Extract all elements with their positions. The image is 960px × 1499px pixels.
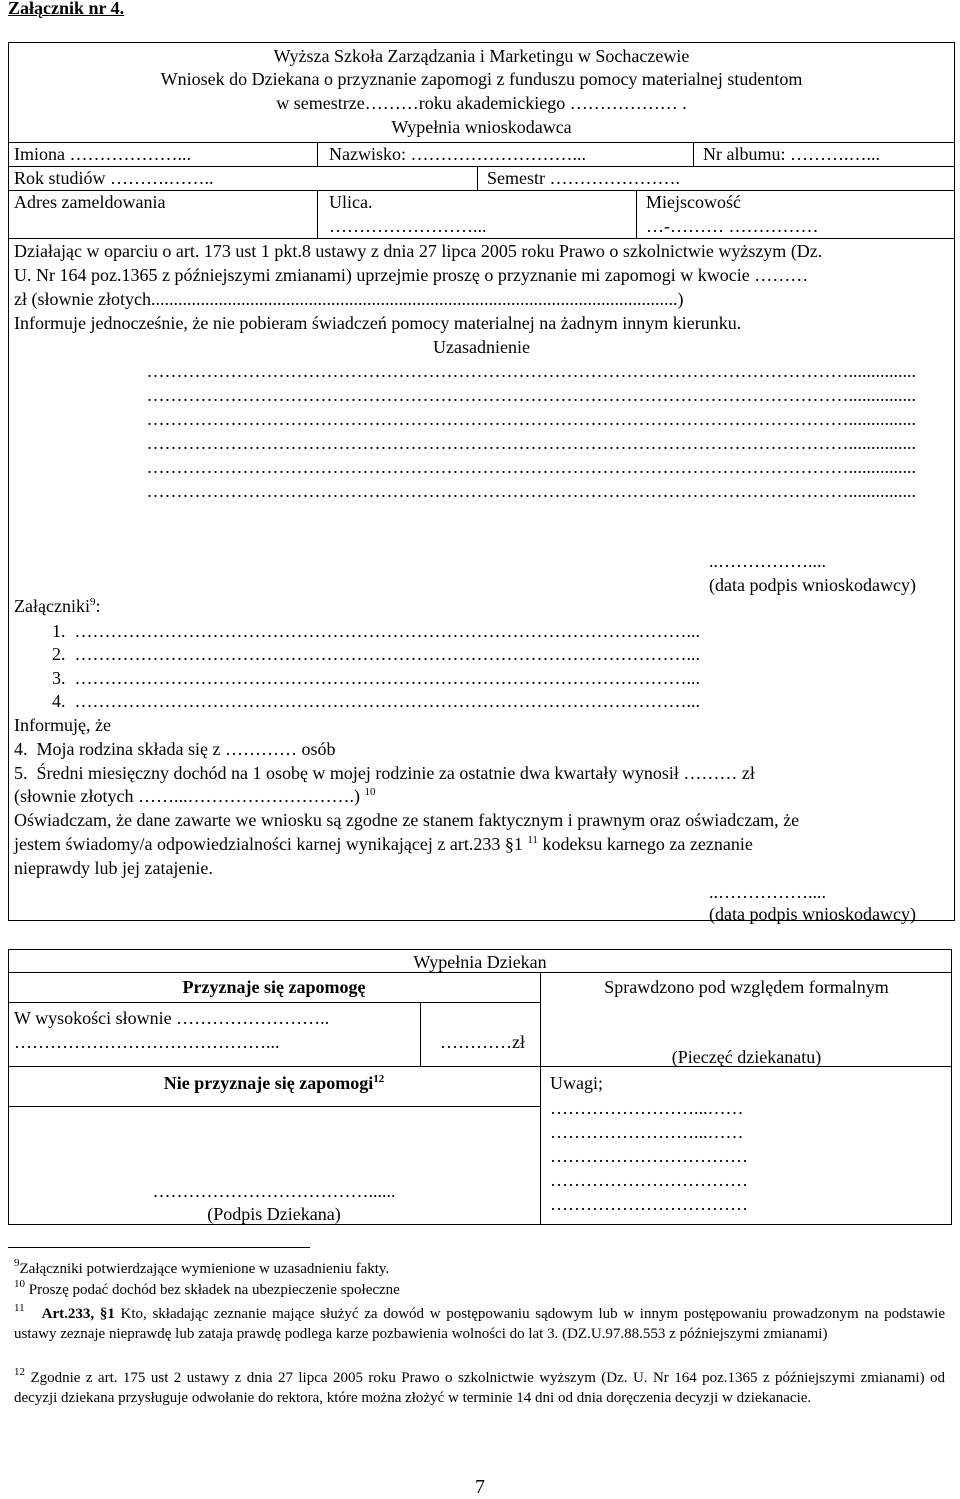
semester-line[interactable]: w semestrze………roku akademickiego ……………… . — [276, 93, 687, 113]
signature-label: (data podpis wnioskodawcy) — [709, 575, 916, 595]
dean-grid-line — [420, 1002, 421, 1066]
grid-line — [8, 166, 955, 167]
informuje-heading: Informuję, że — [14, 715, 111, 735]
dean-grid-line — [8, 1106, 541, 1107]
semestr-field[interactable]: Semestr …………………. — [487, 168, 680, 188]
attachment-item-4[interactable]: 4. …………………………………………………………………………………………... — [52, 691, 700, 711]
remarks-line[interactable]: ……………………...…… — [550, 1122, 744, 1142]
footnote-10: $^{10}$ Proszę podać dochód bez składek na ubezpieczenie społeczne — [14, 1278, 400, 1298]
grid-line — [8, 238, 955, 239]
remarks-label: Uwagi; — [550, 1073, 603, 1093]
amount-zl-field[interactable]: …………zł — [440, 1032, 525, 1052]
adres-label: Adres zameldowania — [14, 192, 166, 212]
uzasadnienie-heading: Uzasadnienie — [433, 337, 530, 357]
signature2-label: (data podpis wnioskodawcy) — [709, 904, 916, 924]
dean-signature-label: (Podpis Dziekana) — [207, 1204, 341, 1224]
uzasadnienie-line[interactable]: ………………………………………………………………………………………………………............... — [146, 433, 916, 453]
footnote-11: $^{11}$ Art.233, §1 Kto, składając zeznanie mające służyć za dowód w postępowaniu sądowym lub w innym postępowaniu prowadzonym na podstawie ustawy zeznaje nieprawdę lub zataja prawdę podlega karze pozbawienia wolności do lat 3. (DZ.U.97.88.553 z późniejszymi zmianami) — [14, 1302, 945, 1342]
grid-line — [317, 190, 318, 238]
amount-dots-field[interactable]: ……………………………………... — [14, 1032, 280, 1052]
imiona-field[interactable]: Imiona ………………... — [14, 144, 191, 164]
body-line-4: Informuje jednocześnie, że nie pobieram świadczeń pomocy materialnej na żadnym innym kierunku. — [14, 313, 742, 333]
dean-grid-line — [540, 972, 541, 1225]
dean-grid-line — [8, 972, 952, 973]
uzasadnienie-line[interactable]: ………………………………………………………………………………………………………............... — [146, 361, 916, 381]
deny-heading: Nie przyznaje się zapomogi$^{12}$ — [163, 1073, 385, 1093]
amount-words-field[interactable]: W wysokości słownie …………………….. — [14, 1008, 330, 1028]
declaration-line-1: Oświadczam, że dane zawarte we wniosku są zgodne ze stanem faktycznym i prawnym oraz oświadczam, że — [14, 810, 800, 830]
rok-studiow-field[interactable]: Rok studiów ……….…….. — [14, 168, 214, 188]
grid-line — [693, 142, 694, 166]
body-line-2[interactable]: U. Nr 164 poz.1365 z późniejszymi zmianami) uprzejmie proszę o przyznanie mi zapomogi w kwocie ……… — [14, 265, 809, 285]
school-name: Wyższa Szkoła Zarządzania i Marketingu w Sochaczewie — [273, 46, 690, 66]
remarks-line[interactable]: ……………………...…… — [550, 1098, 744, 1118]
footnote-separator — [8, 1247, 310, 1248]
miejscowosc-label: Miejscowość — [646, 192, 741, 212]
signature2-dots[interactable]: ..…………….... — [709, 882, 826, 902]
dean-border-bottom — [8, 1224, 952, 1225]
grid-line — [317, 142, 318, 166]
body-line-3[interactable]: zł (słownie złotych.....................................................................................................................) — [14, 289, 684, 309]
body-line-1: Działając w oparciu o art. 173 ust 1 pkt.8 ustawy z dnia 27 lipca 2005 roku Prawo o szkolnictwie wyższym (Dz. — [14, 241, 823, 261]
uzasadnienie-line[interactable]: ………………………………………………………………………………………………………............... — [146, 409, 916, 429]
declaration-line-3: nieprawdy lub jej zatajenie. — [14, 858, 213, 878]
form-border-left — [8, 42, 9, 921]
grid-line — [8, 142, 955, 143]
attachment-item-1[interactable]: 1. …………………………………………………………………………………………... — [52, 621, 700, 641]
attachments-heading: Załączniki$^9$: — [14, 596, 101, 616]
footnote-9: $^9$Załączniki potwierdzające wymienione w uzasadnieniu fakty. — [14, 1257, 390, 1277]
page-number: 7 — [475, 1476, 485, 1498]
grid-line — [8, 190, 955, 191]
dean-border-top — [8, 949, 952, 950]
grid-line — [636, 190, 637, 238]
income-words-field[interactable]: (słownie złotych ……...……………………….) $^{10}$ — [14, 786, 376, 806]
ulica-field[interactable]: ……………………... — [329, 216, 487, 236]
nazwisko-field[interactable]: Nazwisko: ………………………... — [329, 144, 586, 164]
dean-section-heading: Wypełnia Dziekan — [413, 952, 547, 972]
applicant-section-heading: Wypełnia wnioskodawca — [391, 117, 572, 137]
uzasadnienie-line[interactable]: ………………………………………………………………………………………………………............... — [146, 385, 916, 405]
uzasadnienie-line[interactable]: ………………………………………………………………………………………………………............... — [146, 481, 916, 501]
dean-signature-dots[interactable]: ………………………………...... — [152, 1181, 396, 1201]
remarks-line[interactable]: …………………………… — [550, 1170, 748, 1190]
attachment-item-3[interactable]: 3. …………………………………………………………………………………………... — [52, 668, 700, 688]
request-title: Wniosek do Dziekana o przyznanie zapomogi z funduszu pomocy materialnej studentom — [160, 69, 803, 89]
ulica-label: Ulica. — [329, 192, 373, 212]
uzasadnienie-line[interactable]: ………………………………………………………………………………………………………............... — [146, 457, 916, 477]
attachment-item-2[interactable]: 2. …………………………………………………………………………………………... — [52, 644, 700, 664]
dean-grid-line — [8, 1002, 541, 1003]
form-border-top — [8, 42, 955, 43]
grant-heading: Przyznaje się zapomogę — [182, 977, 366, 997]
stamp-label: (Pieczęć dziekanatu) — [671, 1047, 822, 1067]
grid-line — [477, 166, 478, 190]
info-item-family[interactable]: 4. Moja rodzina składa się z ………… osób — [14, 739, 336, 759]
declaration-line-2: jestem świadomy/a odpowiedzialności karnej wynikającej z art.233 §1 $^{11}$ kodeksu karnego za zeznanie — [14, 834, 753, 854]
signature-dots[interactable]: ..…………….... — [709, 551, 826, 571]
footnote-12: $^{12}$ Zgodnie z art. 175 ust 2 ustawy z dnia 27 lipca 2005 roku Prawo o szkolnictwie wyższym (Dz. U. Nr 164 poz.1365 z późniejszymi zmianami) od decyzji dziekana przysługuje odwołanie do rektora, które można złożyć w terminie 14 dni od dnia doręczenia decyzji w dziekanacie. — [14, 1366, 946, 1406]
info-item-income[interactable]: 5. Średni miesięczny dochód na 1 osobę w mojej rodzinie za ostatnie dwa kwartały wynosił ……… zł — [14, 763, 755, 783]
remarks-line[interactable]: …………………………… — [550, 1194, 748, 1214]
nr-albumu-field[interactable]: Nr albumu: ……….…... — [703, 144, 880, 164]
formal-check-label: Sprawdzono pod względem formalnym — [604, 977, 889, 997]
miejscowosc-field[interactable]: …-……… …………… — [646, 216, 819, 236]
remarks-line[interactable]: …………………………… — [550, 1146, 748, 1166]
form-border-right — [954, 42, 955, 921]
attachment-label: Załącznik nr 4. — [8, 0, 125, 18]
